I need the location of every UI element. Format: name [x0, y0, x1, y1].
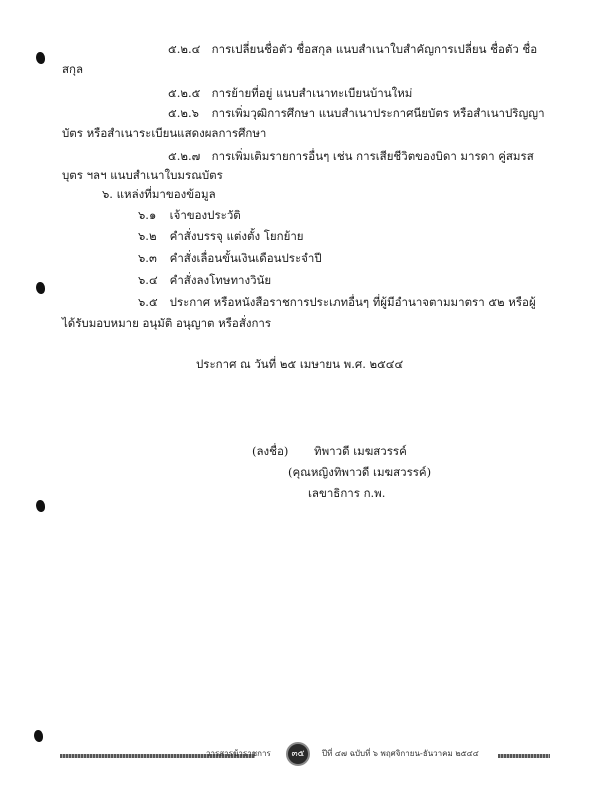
- item-continuation: สกุล: [62, 62, 84, 76]
- page-number-seal: [286, 742, 310, 766]
- section-6-heading: ๖. แหล่งที่มาของข้อมูล: [102, 187, 216, 201]
- item-5-2-4: [168, 42, 537, 56]
- item-number: ๕.๒.๕: [168, 86, 201, 100]
- item-number: ๕.๒.๗: [168, 149, 201, 163]
- item-text: การเพิ่มวุฒิการศึกษา แนบสำเนาประกาศนียบัตร หรือสำเนาปริญญา: [211, 106, 545, 120]
- item-continuation: บัตร หรือสำเนาระเบียนแสดงผลการศึกษา: [62, 126, 267, 140]
- section-6-item: [138, 229, 304, 243]
- section-6-item: [138, 208, 241, 222]
- punch-hole-mark: [34, 730, 43, 742]
- signature-label: (ลงชื่อ): [252, 444, 289, 458]
- item-number: ๖.๓: [138, 251, 157, 265]
- punch-hole-mark: [36, 282, 45, 294]
- section-6-item: [138, 273, 271, 287]
- item-5-2-6: [168, 106, 545, 120]
- item-number: ๕.๒.๖: [168, 106, 199, 120]
- item-text: คำสั่งบรรจุ แต่งตั้ง โยกย้าย: [169, 229, 304, 243]
- item-number: ๖.๕: [138, 295, 158, 309]
- item-5-2-7: [168, 149, 534, 163]
- item-text: การเพิ่มเติมรายการอื่นๆ เช่น การเสียชีวิตของบิดา มารดา คู่สมรส: [211, 149, 534, 163]
- signatory-full-name: (คุณหญิงทิพาวดี เมฆสวรรค์): [288, 465, 432, 479]
- footer-issue: ปีที่ ๔๗ ฉบับที่ ๖ พฤศจิกายน-ธันวาคม ๒๕๔๔: [322, 749, 479, 758]
- item-number: ๕.๒.๔: [168, 42, 201, 56]
- item-continuation: บุตร ฯลฯ แนบสำเนาใบมรณบัตร: [62, 168, 223, 182]
- section-6-item: [138, 251, 322, 265]
- item-continuation: ได้รับมอบหมาย อนุมัติ อนุญาต หรือสั่งการ: [62, 316, 272, 330]
- item-text: ประกาศ หรือหนังสือราชการประเภทอื่นๆ ที่ผู้มีอำนาจตามมาตรา ๕๒ หรือผู้: [169, 295, 536, 309]
- section-6-item: [138, 295, 536, 309]
- signature-name: ทิพาวดี เมฆสวรรค์: [314, 444, 407, 458]
- item-number: ๖.๒: [138, 229, 157, 243]
- item-text: การเปลี่ยนชื่อตัว ชื่อสกุล แนบสำเนาใบสำคัญการเปลี่ยน ชื่อตัว ชื่อ: [211, 42, 538, 56]
- announcement-date: ประกาศ ณ วันที่ ๒๕ เมษายน พ.ศ. ๒๕๔๔: [196, 357, 404, 371]
- item-number: ๖.๑: [138, 208, 157, 222]
- footer-rule-right: [498, 754, 550, 758]
- punch-hole-mark: [36, 52, 45, 64]
- item-5-2-5: [168, 86, 412, 100]
- item-number: ๖.๔: [138, 273, 158, 287]
- page-number: ๓๕: [291, 749, 305, 759]
- item-text: คำสั่งเลื่อนขั้นเงินเดือนประจำปี: [169, 251, 322, 265]
- footer-journal: วารสารข้าราชการ: [206, 749, 271, 758]
- item-text: คำสั่งลงโทษทางวินัย: [169, 273, 272, 287]
- item-text: เจ้าของประวัติ: [169, 208, 241, 222]
- signatory-title: เลขาธิการ ก.พ.: [308, 486, 386, 500]
- item-text: การย้ายที่อยู่ แนบสำเนาทะเบียนบ้านใหม่: [211, 86, 413, 100]
- punch-hole-mark: [36, 500, 45, 512]
